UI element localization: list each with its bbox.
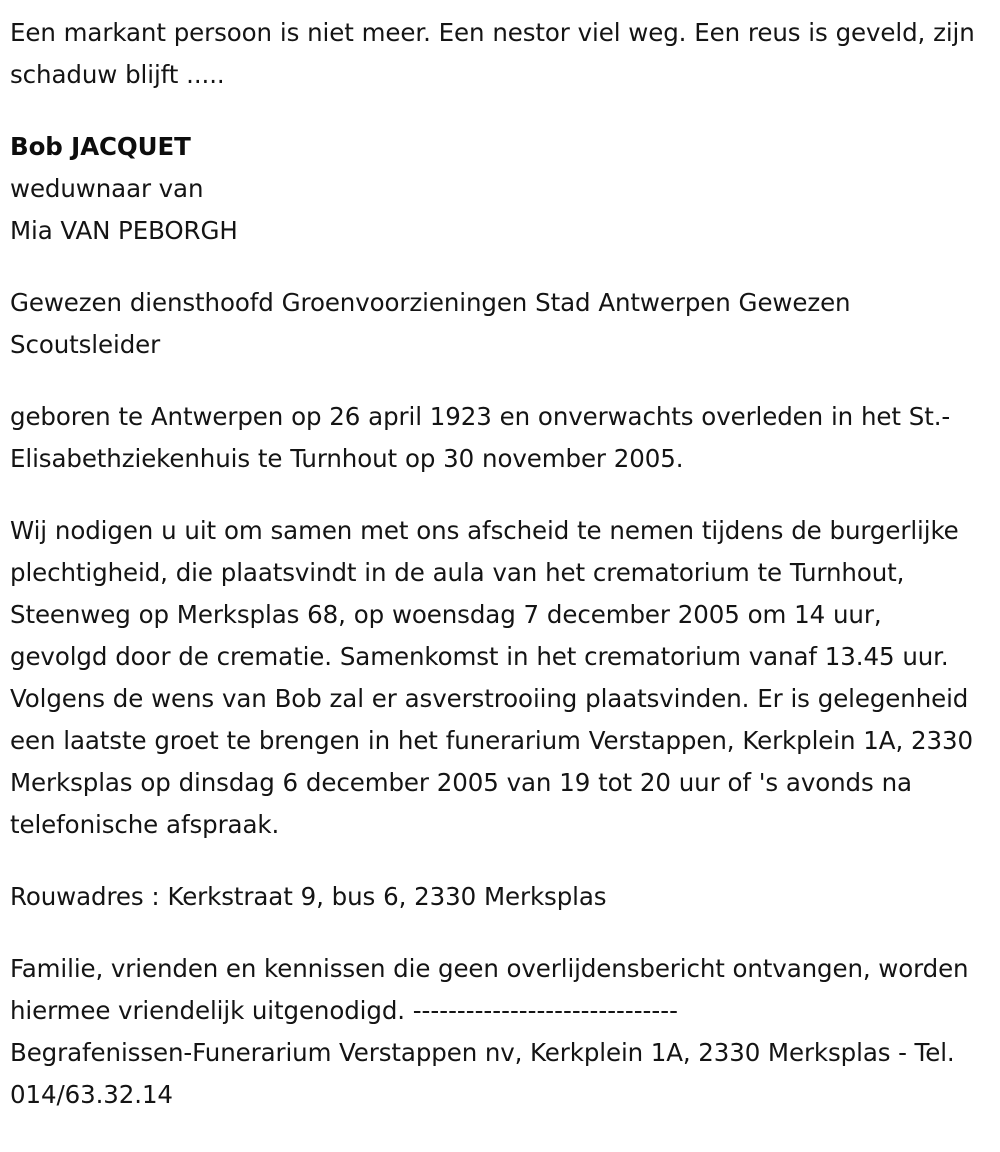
birth-and-death-details: geboren te Antwerpen op 26 april 1923 en onverwachts overleden in het St.-Elisabethziekenhuis te Turnhout op 30 november 2005. bbox=[10, 402, 951, 473]
relation-label: weduwnaar van bbox=[10, 174, 204, 203]
funeral-home-contact: Begrafenissen-Funerarium Verstappen nv, Kerkplein 1A, 2330 Merksplas - Tel. 014/63.32.14 bbox=[10, 1038, 955, 1109]
deceased-name-block bbox=[10, 126, 986, 252]
deceased-name: Bob JACQUET bbox=[10, 132, 191, 161]
professional-titles: Gewezen diensthoofd Groenvoorzieningen Stad Antwerpen Gewezen Scoutsleider bbox=[10, 288, 851, 359]
spouse-name: Mia VAN PEBORGH bbox=[10, 216, 238, 245]
dashed-divider: ------------------------------ bbox=[412, 996, 678, 1025]
opening-quote: Een markant persoon is niet meer. Een nestor viel weg. Een reus is geveld, zijn schaduw blijft ..... bbox=[10, 18, 975, 89]
closing-invitation-note: Familie, vrienden en kennissen die geen overlijdensbericht ontvangen, worden hiermee vriendelijk uitgenodigd. bbox=[10, 954, 969, 1025]
ceremony-invitation: Wij nodigen u uit om samen met ons afscheid te nemen tijdens de burgerlijke plechtigheid, die plaatsvindt in de aula van het crematorium te Turnhout, Steenweg op Merksplas 68, op woensdag 7 december 2005 om 14 uur, gevolgd door de crematie. Samenkomst in het crematorium vanaf 13.45 uur. Volgens de wens van Bob zal er asverstrooiing plaatsvinden. Er is gelegenheid een laatste groet te brengen in het funerarium Verstappen, Kerkplein 1A, 2330 Merksplas op dinsdag 6 december 2005 van 19 tot 20 uur of 's avonds na telefonische afspraak. bbox=[10, 516, 973, 839]
mourning-address: Rouwadres : Kerkstraat 9, bus 6, 2330 Merksplas bbox=[10, 882, 607, 911]
closing-block bbox=[10, 948, 985, 1116]
